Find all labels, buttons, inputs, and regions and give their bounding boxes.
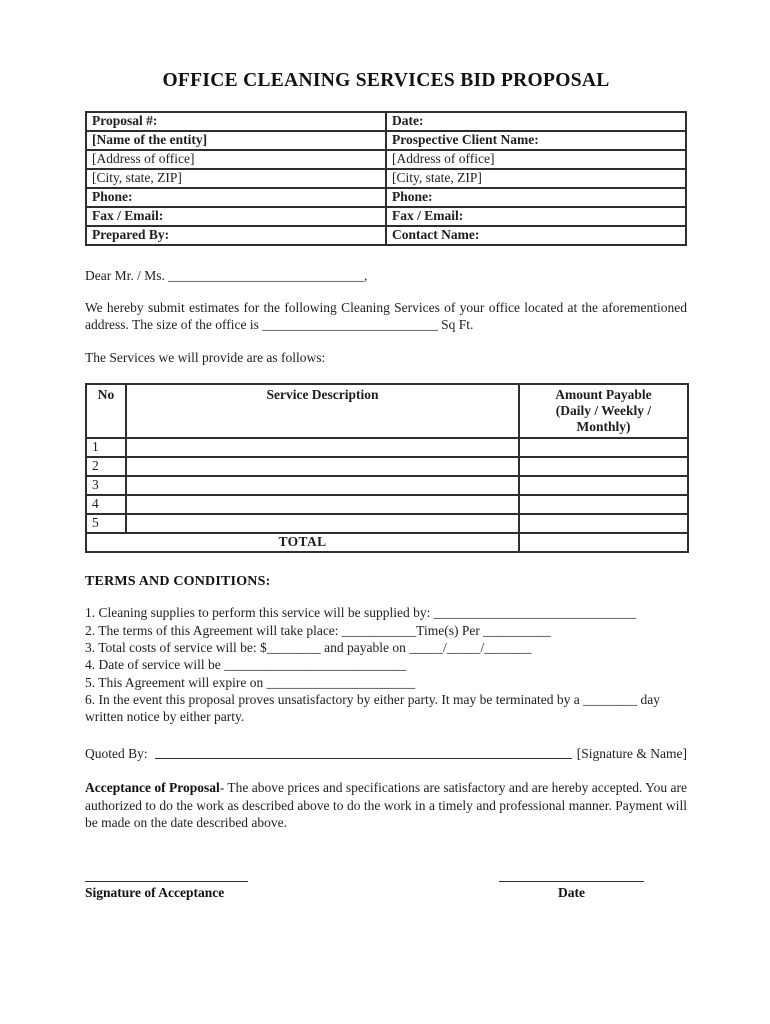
signature-of-acceptance-block <box>85 881 248 901</box>
acceptance-paragraph <box>85 779 687 831</box>
table-row <box>86 131 686 150</box>
amount-cell <box>519 457 688 476</box>
terms-item-2: 2. The terms of this Agreement will take place: ___________Time(s) Per __________ <box>85 622 551 638</box>
row-number: 4 <box>86 495 126 514</box>
column-header-description: Service Description <box>126 384 519 438</box>
table-row <box>86 226 686 245</box>
service-description-cell <box>126 438 519 457</box>
client-phone-label: Phone: <box>386 188 686 207</box>
amount-cell <box>519 476 688 495</box>
signature-name-note: [Signature & Name] <box>576 746 687 762</box>
entity-fax-email-label: Fax / Email: <box>86 207 386 226</box>
date-label-bottom: Date <box>558 884 585 900</box>
terms-heading: TERMS AND CONDITIONS: <box>85 574 271 590</box>
entity-name-label: [Name of the entity] <box>86 131 386 150</box>
terms-item-6: 6. In the event this proposal proves unsatisfactory by either party. It may be terminated by a ________ day written notice by either party. <box>85 691 660 725</box>
terms-item-5: 5. This Agreement will expire on ______________________ <box>85 674 416 690</box>
entity-city-label: [City, state, ZIP] <box>86 169 386 188</box>
amount-header-line1: Amount Payable <box>555 387 652 403</box>
service-description-cell <box>126 514 519 533</box>
client-name-label: Prospective Client Name: <box>386 131 686 150</box>
contact-name-label: Contact Name: <box>386 226 686 245</box>
amount-header-line3: Monthly) <box>576 419 631 435</box>
service-row-3 <box>86 476 688 495</box>
column-header-no: No <box>86 384 126 438</box>
amount-cell <box>519 495 688 514</box>
salutation-line: Dear Mr. / Ms. _____________________________, <box>85 268 368 283</box>
column-header-amount <box>519 384 688 438</box>
signature-section <box>85 881 687 901</box>
service-row-5 <box>86 514 688 533</box>
intro-paragraph: We hereby submit estimates for the following Cleaning Services of your office located at the aforementioned address. The size of the office is __________________________ Sq Ft. <box>85 300 687 333</box>
terms-item-3: 3. Total costs of service will be: $________ and payable on _____/_____/_______ <box>85 640 532 655</box>
row-number: 3 <box>86 476 126 495</box>
service-description-cell <box>126 495 519 514</box>
total-row <box>86 533 688 552</box>
acceptance-body: - The above prices and specifications are satisfactory and are hereby accepted. You are authorized to do the work as described above to do the work in a timely and professional manner. Payment will be made on the date described above. <box>85 780 687 831</box>
table-row <box>86 207 686 226</box>
service-description-cell <box>126 476 519 495</box>
terms-list <box>85 604 687 725</box>
document-content <box>85 0 687 901</box>
quoted-by-blank-line <box>155 758 572 759</box>
table-row <box>86 169 686 188</box>
amount-cell <box>519 514 688 533</box>
entity-address-label: [Address of office] <box>86 150 386 169</box>
entity-phone-label: Phone: <box>86 188 386 207</box>
quoted-by-row <box>85 746 687 762</box>
table-row <box>86 188 686 207</box>
services-intro-line: The Services we will provide are as follows: <box>85 350 326 366</box>
signature-of-acceptance-label: Signature of Acceptance <box>85 884 225 900</box>
quoted-by-label: Quoted By: <box>85 746 148 762</box>
services-table <box>85 383 689 553</box>
service-row-4 <box>86 495 688 514</box>
service-description-cell <box>126 457 519 476</box>
amount-header-line2: (Daily / Weekly / <box>555 403 652 419</box>
service-row-2 <box>86 457 688 476</box>
amount-cell <box>519 438 688 457</box>
date-label: Date: <box>386 112 686 131</box>
client-fax-email-label: Fax / Email: <box>386 207 686 226</box>
client-city-label: [City, state, ZIP] <box>386 169 686 188</box>
prepared-by-label: Prepared By: <box>86 226 386 245</box>
row-number: 1 <box>86 438 126 457</box>
service-row-1 <box>86 438 688 457</box>
signature-blank-line <box>85 881 248 882</box>
row-number: 5 <box>86 514 126 533</box>
page-title: OFFICE CLEANING SERVICES BID PROPOSAL <box>162 70 610 91</box>
date-block <box>499 881 644 901</box>
table-row <box>86 150 686 169</box>
total-amount-cell <box>519 533 688 552</box>
services-header-row <box>86 384 688 438</box>
client-address-label: [Address of office] <box>386 150 686 169</box>
proposal-number-label: Proposal #: <box>86 112 386 131</box>
acceptance-lead: Acceptance of Proposal <box>85 780 220 796</box>
proposal-info-table <box>85 111 687 246</box>
row-number: 2 <box>86 457 126 476</box>
terms-item-4: 4. Date of service will be ___________________________ <box>85 657 407 673</box>
date-blank-line <box>499 881 644 882</box>
terms-item-1: 1. Cleaning supplies to perform this service will be supplied by: ______________________________ <box>85 605 637 621</box>
table-row <box>86 112 686 131</box>
total-label: TOTAL <box>86 533 519 552</box>
